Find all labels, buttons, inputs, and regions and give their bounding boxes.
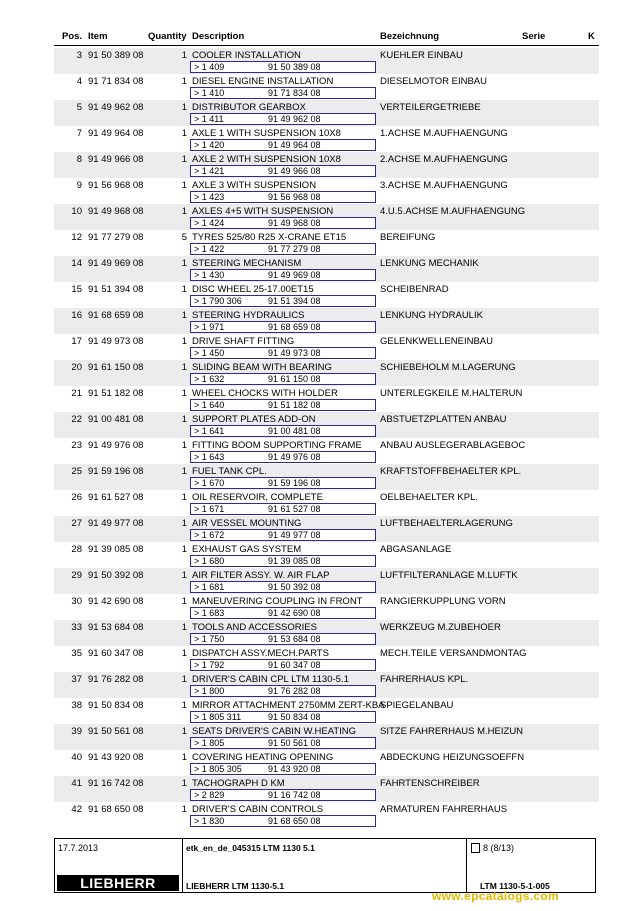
table-row [54, 100, 599, 126]
row-quantity: 1 [181, 596, 187, 607]
row-quantity: 1 [181, 570, 187, 581]
reference-page: > 1 640 [194, 400, 225, 410]
reference-page: > 2 829 [194, 790, 225, 800]
row-item: 91 77 279 08 [88, 232, 144, 243]
reference-number: 91 53 684 08 [268, 634, 321, 644]
row-quantity: 1 [181, 336, 187, 347]
footer-file: etk_en_de_045315 LTM 1130 5.1 [186, 843, 315, 853]
reference-number: 91 56 968 08 [268, 192, 321, 202]
row-description: MIRROR ATTACHMENT 2750MM ZERT-KBA [192, 700, 385, 711]
row-description: DIESEL ENGINE INSTALLATION [192, 76, 334, 87]
row-quantity: 1 [181, 674, 187, 685]
row-pos: 35 [71, 648, 82, 659]
row-pos: 25 [71, 466, 82, 477]
reference-link[interactable] [190, 685, 376, 697]
row-description: AXLE 2 WITH SUSPENSION 10X8 [192, 154, 341, 165]
reference-link[interactable] [190, 373, 376, 385]
row-pos: 21 [71, 388, 82, 399]
row-pos: 40 [71, 752, 82, 763]
table-row [54, 308, 599, 334]
table-row [54, 360, 599, 386]
reference-number: 91 68 650 08 [268, 816, 321, 826]
row-pos: 23 [71, 440, 82, 451]
row-bezeichnung: KUEHLER EINBAU [380, 50, 463, 61]
row-description: FUEL TANK CPL. [192, 466, 267, 477]
row-item: 91 43 920 08 [88, 752, 144, 763]
row-quantity: 1 [181, 310, 187, 321]
table-row [54, 74, 599, 100]
row-quantity: 1 [181, 284, 187, 295]
row-bezeichnung: VERTEILERGETRIEBE [380, 102, 481, 113]
row-description: MANEUVERING COUPLING IN FRONT [192, 596, 363, 607]
row-quantity: 1 [181, 128, 187, 139]
row-item: 91 60 347 08 [88, 648, 144, 659]
footer-divider [466, 839, 467, 892]
row-bezeichnung: 4.U.5.ACHSE M.AUFHAENGUNG [380, 206, 526, 217]
row-item: 91 51 182 08 [88, 388, 144, 399]
row-bezeichnung: DIESELMOTOR EINBAU [380, 76, 487, 87]
reference-link[interactable] [190, 295, 376, 307]
reference-page: > 1 411 [194, 114, 224, 124]
row-description: DRIVE SHAFT FITTING [192, 336, 295, 347]
reference-link[interactable] [190, 581, 376, 593]
reference-link[interactable] [190, 191, 376, 203]
reference-page: > 1 683 [194, 608, 225, 618]
row-pos: 29 [71, 570, 82, 581]
reference-link[interactable] [190, 477, 376, 489]
reference-page: > 1 424 [194, 218, 225, 228]
row-bezeichnung: UNTERLEGKEILE M.HALTERUN [380, 388, 523, 399]
row-item: 91 42 690 08 [88, 596, 144, 607]
row-quantity: 1 [181, 492, 187, 503]
header-item: Item [88, 31, 108, 42]
row-bezeichnung: LUFTBEHAELTERLAGERUNG [380, 518, 513, 529]
row-bezeichnung: SCHIEBEHOLM M.LAGERUNG [380, 362, 516, 373]
row-item: 91 76 282 08 [88, 674, 144, 685]
reference-number: 91 49 962 08 [268, 114, 321, 124]
reference-number: 91 50 561 08 [268, 738, 321, 748]
reference-link[interactable] [190, 165, 376, 177]
row-pos: 8 [76, 154, 82, 165]
row-description: COOLER INSTALLATION [192, 50, 301, 61]
table-row [54, 568, 599, 594]
header-quantity: Quantity [148, 31, 187, 42]
reference-link[interactable] [190, 659, 376, 671]
table-row [54, 230, 599, 256]
reference-link[interactable] [190, 321, 376, 333]
row-bezeichnung: SPIEGELANBAU [380, 700, 454, 711]
row-pos: 4 [76, 76, 82, 87]
row-bezeichnung: 2.ACHSE M.AUFHAENGUNG [380, 154, 508, 165]
reference-page: > 1 750 [194, 634, 225, 644]
reference-page: > 1 680 [194, 556, 225, 566]
row-item: 91 56 968 08 [88, 180, 144, 191]
row-quantity: 1 [181, 180, 187, 191]
row-item: 91 49 966 08 [88, 154, 144, 165]
row-pos: 26 [71, 492, 82, 503]
row-item: 91 00 481 08 [88, 414, 144, 425]
table-row [54, 490, 599, 516]
row-pos: 12 [71, 232, 82, 243]
row-pos: 17 [71, 336, 82, 347]
reference-page: > 1 423 [194, 192, 225, 202]
table-row [54, 594, 599, 620]
row-item: 91 50 392 08 [88, 570, 144, 581]
table-row [54, 334, 599, 360]
row-quantity: 1 [181, 440, 187, 451]
row-item: 91 71 834 08 [88, 76, 144, 87]
row-item: 91 59 196 08 [88, 466, 144, 477]
footer-page: 8 (8/13) [483, 843, 515, 853]
reference-page: > 1 681 [194, 582, 225, 592]
row-quantity: 1 [181, 362, 187, 373]
row-description: AXLE 1 WITH SUSPENSION 10X8 [192, 128, 341, 139]
row-bezeichnung: ABDECKUNG HEIZUNGSOEFFN [380, 752, 525, 763]
row-description: SEATS DRIVER'S CABIN W.HEATING [192, 726, 357, 737]
row-pos: 30 [71, 596, 82, 607]
row-pos: 9 [76, 180, 82, 191]
row-pos: 3 [76, 50, 82, 61]
row-item: 91 39 085 08 [88, 544, 144, 555]
row-item: 91 61 150 08 [88, 362, 144, 373]
reference-link[interactable] [190, 529, 376, 541]
row-description: DRIVER'S CABIN CPL LTM 1130-5.1 [192, 674, 349, 685]
row-pos: 39 [71, 726, 82, 737]
row-quantity: 1 [181, 778, 187, 789]
row-pos: 16 [71, 310, 82, 321]
reference-number: 91 61 150 08 [268, 374, 321, 384]
table-row [54, 464, 599, 490]
row-description: TOOLS AND ACCESSORIES [192, 622, 317, 633]
row-pos: 7 [76, 128, 82, 139]
table-row [54, 204, 599, 230]
reference-page: > 1 643 [194, 452, 225, 462]
row-description: TYRES 525/80 R25 X-CRANE ET15 [192, 232, 347, 243]
row-bezeichnung: SCHEIBENRAD [380, 284, 449, 295]
row-description: COVERING HEATING OPENING [192, 752, 334, 763]
table-row [54, 672, 599, 698]
header-serie: Serie [522, 31, 546, 42]
row-pos: 38 [71, 700, 82, 711]
table-row [54, 750, 599, 776]
reference-page: > 1 422 [194, 244, 225, 254]
table-row [54, 282, 599, 308]
row-item: 91 49 977 08 [88, 518, 144, 529]
reference-number: 91 49 977 08 [268, 530, 321, 540]
row-description: DISTRIBUTOR GEARBOX [192, 102, 306, 113]
reference-page: > 1 805 305 [194, 764, 242, 774]
row-bezeichnung: MECH.TEILE VERSANDMONTAG [380, 648, 527, 659]
row-pos: 27 [71, 518, 82, 529]
row-quantity: 1 [181, 76, 187, 87]
table-row [54, 178, 599, 204]
reference-link[interactable] [190, 789, 376, 801]
row-item: 91 49 976 08 [88, 440, 144, 451]
row-bezeichnung: OELBEHAELTER KPL. [380, 492, 479, 503]
row-quantity: 1 [181, 466, 187, 477]
reference-number: 91 50 389 08 [268, 62, 321, 72]
reference-number: 91 49 969 08 [268, 270, 321, 280]
reference-number: 91 43 920 08 [268, 764, 321, 774]
row-pos: 28 [71, 544, 82, 555]
table-row [54, 620, 599, 646]
reference-number: 91 42 690 08 [268, 608, 321, 618]
table-row [54, 698, 599, 724]
reference-number: 91 39 085 08 [268, 556, 321, 566]
table-row [54, 802, 599, 828]
row-bezeichnung: RANGIERKUPPLUNG VORN [380, 596, 506, 607]
reference-page: > 1 632 [194, 374, 225, 384]
page-icon [471, 843, 480, 853]
reference-link[interactable] [190, 815, 376, 827]
table-row [54, 256, 599, 282]
row-description: OIL RESERVOIR, COMPLETE [192, 492, 323, 503]
reference-page: > 1 671 [194, 504, 225, 514]
reference-number: 91 71 834 08 [268, 88, 321, 98]
table-row [54, 412, 599, 438]
row-bezeichnung: FAHRTENSCHREIBER [380, 778, 480, 789]
row-quantity: 1 [181, 518, 187, 529]
row-bezeichnung: GELENKWELLENEINBAU [380, 336, 493, 347]
row-quantity: 1 [181, 102, 187, 113]
footer-date: 17.7.2013 [58, 843, 99, 853]
reference-page: > 1 800 [194, 686, 225, 696]
reference-page: > 1 409 [194, 62, 225, 72]
row-pos: 22 [71, 414, 82, 425]
reference-page: > 1 450 [194, 348, 225, 358]
row-pos: 41 [71, 778, 82, 789]
reference-number: 91 49 968 08 [268, 218, 321, 228]
reference-link[interactable] [190, 87, 376, 99]
reference-number: 91 00 481 08 [268, 426, 321, 436]
reference-link[interactable] [190, 633, 376, 645]
reference-link[interactable] [190, 243, 376, 255]
reference-number: 91 49 964 08 [268, 140, 321, 150]
footer-divider [182, 839, 183, 892]
table-row [54, 776, 599, 802]
row-bezeichnung: LENKUNG HYDRAULIK [380, 310, 483, 321]
row-item: 91 61 527 08 [88, 492, 144, 503]
row-bezeichnung: 1.ACHSE M.AUFHAENGUNG [380, 128, 508, 139]
reference-page: > 1 420 [194, 140, 225, 150]
table-row [54, 542, 599, 568]
reference-page: > 1 672 [194, 530, 225, 540]
row-quantity: 1 [181, 752, 187, 763]
row-quantity: 1 [181, 648, 187, 659]
row-description: STEERING HYDRAULICS [192, 310, 305, 321]
liebherr-logo: LIEBHERR [57, 875, 179, 891]
reference-page: > 1 971 [194, 322, 225, 332]
parts-table [54, 48, 599, 828]
row-bezeichnung: ABGASANLAGE [380, 544, 452, 555]
row-description: DRIVER'S CABIN CONTROLS [192, 804, 324, 815]
row-description: DISC WHEEL 25-17.00ET15 [192, 284, 314, 295]
row-description: WHEEL CHOCKS WITH HOLDER [192, 388, 338, 399]
row-quantity: 1 [181, 414, 187, 425]
row-item: 91 49 962 08 [88, 102, 144, 113]
reference-link[interactable] [190, 503, 376, 515]
reference-number: 91 51 394 08 [268, 296, 321, 306]
reference-link[interactable] [190, 737, 376, 749]
table-row [54, 724, 599, 750]
row-bezeichnung: 3.ACHSE M.AUFHAENGUNG [380, 180, 508, 191]
reference-number: 91 16 742 08 [268, 790, 321, 800]
row-bezeichnung: FAHRERHAUS KPL. [380, 674, 469, 685]
page-footer [54, 838, 596, 893]
row-item: 91 16 742 08 [88, 778, 144, 789]
header-k: K [588, 31, 595, 42]
reference-page: > 1 805 311 [194, 712, 242, 722]
reference-link[interactable] [190, 555, 376, 567]
row-item: 91 49 969 08 [88, 258, 144, 269]
row-description: AIR FILTER ASSY. W. AIR FLAP [192, 570, 330, 581]
row-item: 91 50 389 08 [88, 50, 144, 61]
row-pos: 10 [71, 206, 82, 217]
table-row [54, 126, 599, 152]
row-bezeichnung: ABSTUETZPLATTEN ANBAU [380, 414, 507, 425]
reference-link[interactable] [190, 399, 376, 411]
reference-number: 91 59 196 08 [268, 478, 321, 488]
footer-title: LIEBHERR LTM 1130-5.1 [186, 881, 285, 891]
reference-number: 91 76 282 08 [268, 686, 321, 696]
reference-page: > 1 641 [194, 426, 225, 436]
row-description: AXLES 4+5 WITH SUSPENSION [192, 206, 334, 217]
reference-page: > 1 792 [194, 660, 225, 670]
row-description: TACHOGRAPH D KM [192, 778, 285, 789]
row-item: 91 49 964 08 [88, 128, 144, 139]
header-description: Description [192, 31, 245, 42]
reference-number: 91 50 392 08 [268, 582, 321, 592]
row-bezeichnung: ANBAU AUSLEGERABLAGEBOC [380, 440, 526, 451]
row-bezeichnung: BEREIFUNG [380, 232, 436, 243]
row-item: 91 50 834 08 [88, 700, 144, 711]
reference-number: 91 61 527 08 [268, 504, 321, 514]
row-quantity: 1 [181, 622, 187, 633]
row-bezeichnung: WERKZEUG M.ZUBEHOER [380, 622, 501, 633]
row-quantity: 1 [181, 206, 187, 217]
reference-number: 91 50 834 08 [268, 712, 321, 722]
reference-number: 91 49 966 08 [268, 166, 321, 176]
reference-number: 91 49 973 08 [268, 348, 321, 358]
row-description: DISPATCH ASSY.MECH.PARTS [192, 648, 329, 659]
row-quantity: 1 [181, 388, 187, 399]
watermark[interactable]: www.epcatalogs.com [432, 889, 559, 903]
reference-page: > 1 830 [194, 816, 225, 826]
row-description: SLIDING BEAM WITH BEARING [192, 362, 332, 373]
row-quantity: 1 [181, 700, 187, 711]
row-quantity: 1 [181, 154, 187, 165]
row-pos: 5 [76, 102, 82, 113]
row-bezeichnung: SITZE FAHRERHAUS M.HEIZUN [380, 726, 524, 737]
row-quantity: 1 [181, 544, 187, 555]
row-description: AIR VESSEL MOUNTING [192, 518, 302, 529]
footer-model: LTM 1130-5-1-005 [480, 881, 550, 891]
row-quantity: 1 [181, 804, 187, 815]
reference-number: 91 68 659 08 [268, 322, 321, 332]
row-pos: 37 [71, 674, 82, 685]
table-row [54, 516, 599, 542]
row-description: FITTING BOOM SUPPORTING FRAME [192, 440, 362, 451]
reference-link[interactable] [190, 451, 376, 463]
row-item: 91 51 394 08 [88, 284, 144, 295]
reference-number: 91 60 347 08 [268, 660, 321, 670]
reference-link[interactable] [190, 61, 376, 73]
row-quantity: 1 [181, 258, 187, 269]
reference-page: > 1 421 [194, 166, 225, 176]
row-bezeichnung: LUFTFILTERANLAGE M.LUFTK [380, 570, 518, 581]
row-pos: 42 [71, 804, 82, 815]
table-row [54, 438, 599, 464]
reference-page: > 1 670 [194, 478, 225, 488]
row-description: STEERING MECHANISM [192, 258, 302, 269]
reference-number: 91 77 279 08 [268, 244, 321, 254]
table-header [54, 28, 599, 46]
row-quantity: 1 [181, 50, 187, 61]
reference-page: > 1 805 [194, 738, 225, 748]
reference-link[interactable] [190, 269, 376, 281]
row-item: 91 49 968 08 [88, 206, 144, 217]
row-item: 91 68 650 08 [88, 804, 144, 815]
row-pos: 20 [71, 362, 82, 373]
header-bezeichnung: Bezeichnung [380, 31, 440, 42]
row-description: SUPPORT PLATES ADD-ON [192, 414, 316, 425]
reference-link[interactable] [190, 347, 376, 359]
table-row [54, 48, 599, 74]
reference-number: 91 51 182 08 [268, 400, 321, 410]
reference-link[interactable] [190, 425, 376, 437]
row-pos: 15 [71, 284, 82, 295]
header-pos: Pos. [62, 31, 83, 42]
reference-link[interactable] [190, 139, 376, 151]
row-quantity: 1 [181, 726, 187, 737]
reference-link[interactable] [190, 113, 376, 125]
reference-page: > 1 410 [194, 88, 225, 98]
row-bezeichnung: KRAFTSTOFFBEHAELTER KPL. [380, 466, 522, 477]
reference-link[interactable] [190, 763, 376, 775]
reference-link[interactable] [190, 711, 376, 723]
reference-number: 91 49 976 08 [268, 452, 321, 462]
table-row [54, 152, 599, 178]
row-pos: 33 [71, 622, 82, 633]
row-bezeichnung: ARMATUREN FAHRERHAUS [380, 804, 508, 815]
row-description: AXLE 3 WITH SUSPENSION [192, 180, 317, 191]
row-item: 91 49 973 08 [88, 336, 144, 347]
reference-page: > 1 430 [194, 270, 225, 280]
row-quantity: 5 [181, 232, 187, 243]
reference-link[interactable] [190, 607, 376, 619]
table-row [54, 386, 599, 412]
row-description: EXHAUST GAS SYSTEM [192, 544, 302, 555]
table-row [54, 646, 599, 672]
row-item: 91 68 659 08 [88, 310, 144, 321]
row-pos: 14 [71, 258, 82, 269]
row-item: 91 50 561 08 [88, 726, 144, 737]
reference-link[interactable] [190, 217, 376, 229]
row-item: 91 53 684 08 [88, 622, 144, 633]
row-bezeichnung: LENKUNG MECHANIK [380, 258, 479, 269]
reference-page: > 1 790 306 [194, 296, 242, 306]
